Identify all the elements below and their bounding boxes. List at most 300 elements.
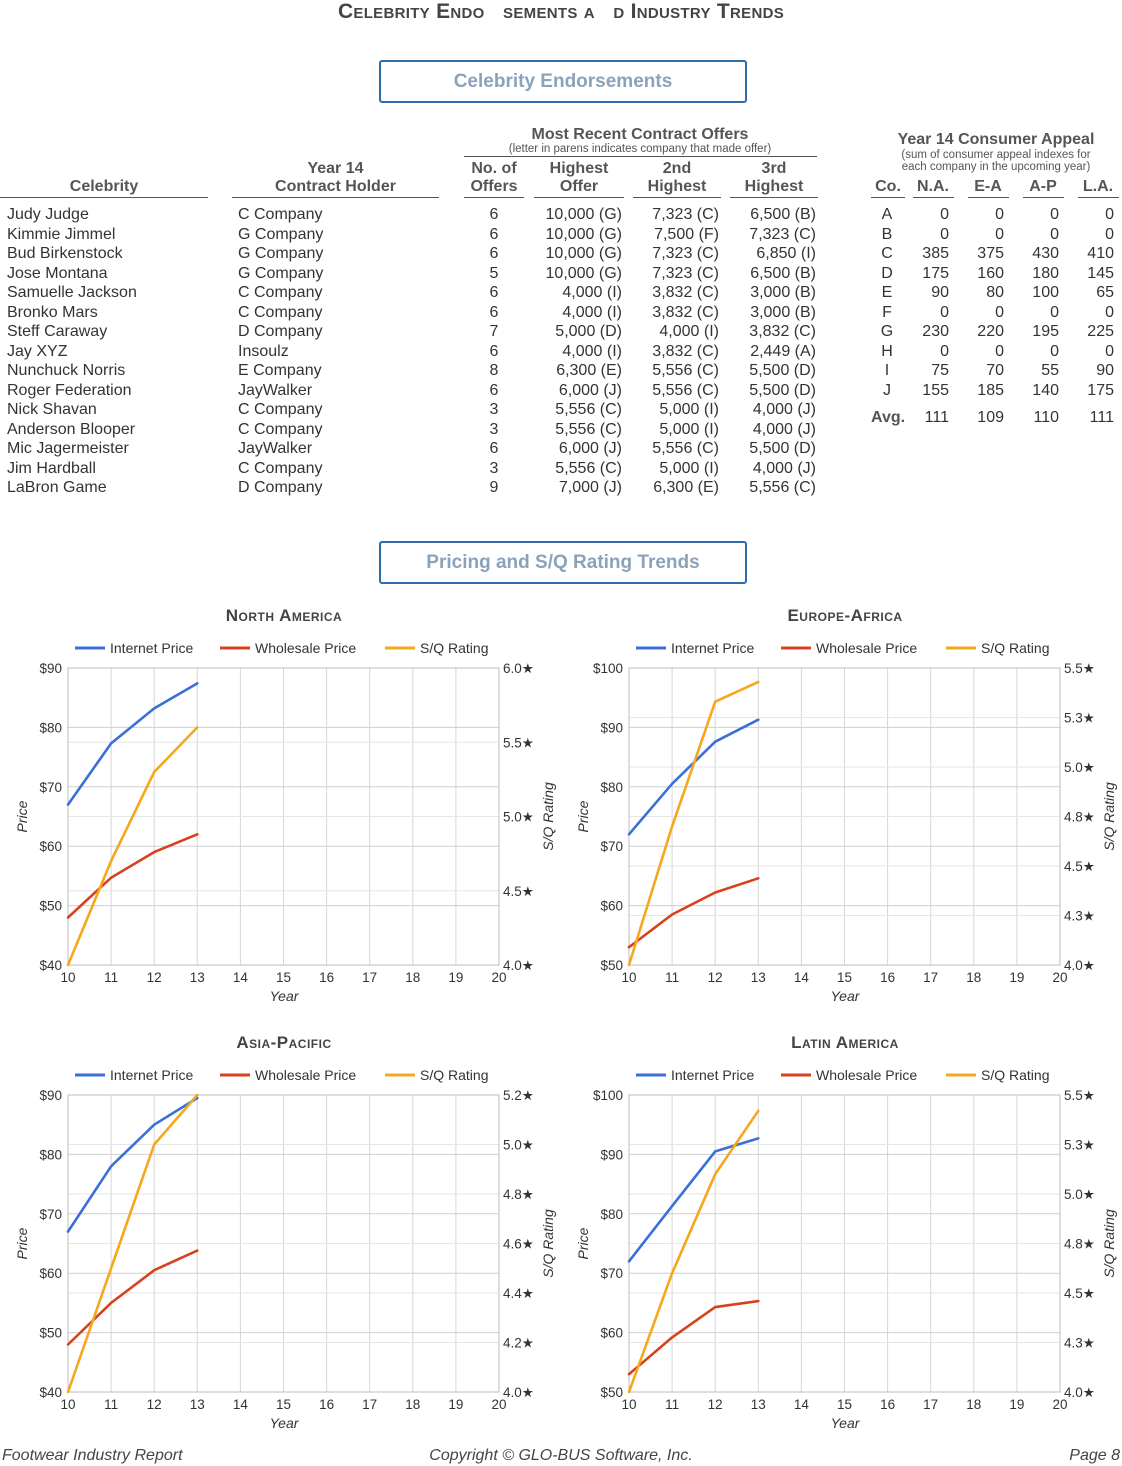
chart-europe-africa <box>561 600 1122 1010</box>
y-tick-label: $50 <box>600 958 623 973</box>
celebrity-name: Bud Birkenstock <box>7 245 123 262</box>
x-tick-label: 13 <box>750 970 766 985</box>
celebrity-row <box>0 439 830 459</box>
appeal-value: 0 <box>1105 303 1114 321</box>
x-tick-label: 14 <box>232 970 248 985</box>
second-highest-offer: 5,556 (C) <box>652 362 719 379</box>
second-highest-offer: 5,556 (C) <box>652 440 719 457</box>
x-tick-label: 16 <box>880 970 896 985</box>
y2-tick-label: 5.2★ <box>503 1088 534 1103</box>
appeal-col-company: Co. <box>875 178 901 195</box>
chart-grid <box>68 1095 499 1392</box>
contract-holder: C Company <box>238 401 323 418</box>
celebrity-row <box>0 459 830 479</box>
y-tick-label: $60 <box>39 1266 62 1282</box>
x-tick-label: 17 <box>362 1397 378 1412</box>
third-highest-offer: 6,500 (B) <box>750 206 816 223</box>
celebrity-name: Nick Shavan <box>7 401 97 418</box>
y-tick-label: $90 <box>600 720 623 736</box>
offer-count: 6 <box>489 206 499 223</box>
footer-copyright: Copyright © GLO-BUS Software, Inc. <box>429 1447 693 1464</box>
x-tick-label: 15 <box>275 970 292 985</box>
appeal-average-row <box>0 408 1122 428</box>
appeal-value: 0 <box>1050 342 1059 360</box>
appeal-value: 0 <box>995 206 1004 223</box>
highest-offer: 10,000 (G) <box>545 206 622 223</box>
offer-count: 9 <box>489 479 499 496</box>
y2-tick-label: 4.8★ <box>503 1187 534 1202</box>
second-highest-offer: 5,556 (C) <box>652 381 719 399</box>
appeal-value: 0 <box>1105 225 1114 243</box>
offer-count: 3 <box>489 420 499 438</box>
col-header-holder-line2: Contract Holder <box>275 178 396 195</box>
y2-tick-label: 4.0★ <box>1064 958 1095 973</box>
x-tick-label: 15 <box>836 970 853 985</box>
legend-label-sq: S/Q Rating <box>420 1067 489 1083</box>
y2-tick-label: 5.0★ <box>503 809 534 825</box>
appeal-header-rule <box>871 197 905 198</box>
celebrity-name: LaBron Game <box>7 479 107 496</box>
legend-label-sq: S/Q Rating <box>420 640 489 656</box>
x-tick-label: 11 <box>104 970 119 985</box>
rule-holder <box>232 197 439 198</box>
y2-tick-label: 4.3★ <box>1064 1335 1095 1351</box>
y-tick-label: $100 <box>592 661 623 676</box>
y2-tick-label: 4.0★ <box>503 1385 534 1400</box>
contract-holder: G Company <box>238 225 324 243</box>
appeal-value: 180 <box>1032 264 1059 282</box>
offer-count: 7 <box>489 323 499 340</box>
series-sq-rating <box>629 1111 758 1392</box>
y-tick-label: $80 <box>600 779 623 795</box>
highest-offer: 7,000 (J) <box>558 479 622 496</box>
y-tick-label: $50 <box>39 898 62 914</box>
y2-tick-label: 5.0★ <box>1064 760 1095 775</box>
offer-count: 3 <box>489 459 499 477</box>
third-highest-offer: 4,000 (J) <box>752 420 816 438</box>
appeal-value: 0 <box>940 303 949 321</box>
legend-label-internet: Internet Price <box>671 640 755 656</box>
appeal-value: 175 <box>922 264 949 282</box>
y2-tick-label: 4.5★ <box>1064 1286 1095 1301</box>
celebrity-name: Mic Jagermeister <box>7 440 129 457</box>
appeal-value: 225 <box>1087 323 1114 340</box>
appeal-value: 75 <box>931 362 949 379</box>
x-tick-label: 16 <box>880 1397 896 1412</box>
y-tick-label: $70 <box>600 839 623 855</box>
col-header-third-line2: Highest <box>744 178 804 195</box>
x-tick-label: 19 <box>1009 970 1025 985</box>
x-tick-label: 16 <box>319 970 335 985</box>
x-tick-label: 15 <box>836 1397 853 1412</box>
appeal-value: 0 <box>995 342 1004 360</box>
appeal-value: 185 <box>977 381 1004 399</box>
celebrity-name: Judy Judge <box>7 206 89 223</box>
contract-holder: Insoulz <box>238 342 289 360</box>
y2-tick-label: 4.5★ <box>503 883 534 899</box>
third-highest-offer: 5,500 (D) <box>749 362 816 379</box>
footer-report-name: Footwear Industry Report <box>2 1447 183 1464</box>
offer-count: 6 <box>489 342 499 360</box>
contract-holder: JayWalker <box>238 381 313 399</box>
chart-title: Latin America <box>791 1033 899 1052</box>
appeal-row <box>0 322 1122 342</box>
appeal-company: B <box>881 225 893 243</box>
appeal-title: Year 14 Consumer Appeal <box>897 131 1095 148</box>
appeal-value: 410 <box>1087 245 1114 262</box>
y2-tick-label: 6.0★ <box>503 661 534 676</box>
footer-page-number: Page 8 <box>1069 1447 1120 1464</box>
x-tick-label: 10 <box>621 1397 637 1412</box>
offer-count: 5 <box>489 264 499 282</box>
rule-celebrity <box>0 197 208 198</box>
offers-group-title: Most Recent Contract Offers <box>531 126 749 143</box>
highest-offer: 5,556 (C) <box>555 459 622 477</box>
appeal-company: J <box>883 381 891 399</box>
x-tick-label: 13 <box>189 1397 205 1412</box>
y2-tick-label: 5.5★ <box>503 735 534 751</box>
contract-holder: G Company <box>238 245 324 262</box>
x-tick-label: 17 <box>923 970 939 985</box>
x-tick-label: 10 <box>60 1397 76 1412</box>
series-wholesale-price <box>68 1251 197 1345</box>
y2-tick-label: 4.4★ <box>503 1286 534 1301</box>
appeal-row <box>0 283 1122 303</box>
page-title: Celebrity Endo sements a d Industry Trends <box>337 0 785 23</box>
x-tick-label: 20 <box>1052 1397 1068 1412</box>
contract-holder: C Company <box>238 206 323 223</box>
appeal-header-rule <box>1023 197 1064 198</box>
x-axis-label: Year <box>269 988 299 1004</box>
celebrity-name: Kimmie Jimmel <box>7 225 116 243</box>
y2-tick-label: 4.3★ <box>1064 908 1095 924</box>
x-tick-label: 20 <box>1052 970 1068 985</box>
third-highest-offer: 5,500 (D) <box>749 381 816 399</box>
chart-title: North America <box>225 606 343 625</box>
y-tick-label: $60 <box>600 1325 623 1341</box>
third-highest-offer: 5,500 (D) <box>749 440 816 457</box>
highest-offer: 5,000 (D) <box>555 323 622 340</box>
section-title-pricing-trends: Pricing and S/Q Rating Trends <box>379 541 747 584</box>
x-tick-label: 13 <box>750 1397 766 1412</box>
section-title-celebrity-endorsements: Celebrity Endorsements <box>379 60 747 103</box>
contract-holder: C Company <box>238 284 323 301</box>
appeal-company: A <box>881 206 893 223</box>
y-tick-label: $70 <box>39 779 62 795</box>
celebrity-name: Bronko Mars <box>7 303 98 321</box>
appeal-value: 90 <box>931 284 949 301</box>
highest-offer: 5,556 (C) <box>555 420 622 438</box>
y-axis-label: Price <box>575 800 591 833</box>
appeal-row <box>0 381 1122 401</box>
rule-highest <box>534 197 624 198</box>
y-tick-label: $50 <box>39 1325 62 1341</box>
x-tick-label: 18 <box>405 970 421 985</box>
x-tick-label: 18 <box>966 970 982 985</box>
appeal-value: 155 <box>922 381 949 399</box>
x-tick-label: 12 <box>146 970 162 985</box>
appeal-col-ap: A-P <box>1029 178 1057 195</box>
x-tick-label: 11 <box>665 970 680 985</box>
appeal-col-la: L.A. <box>1082 178 1114 195</box>
appeal-col-na: N.A. <box>917 178 949 195</box>
third-highest-offer: 3,000 (B) <box>750 284 816 301</box>
col-header-celebrity: Celebrity <box>69 178 139 195</box>
x-tick-label: 18 <box>405 1397 421 1412</box>
legend-label-wholesale: Wholesale Price <box>255 640 357 656</box>
y-axis-label: Price <box>14 800 30 833</box>
x-tick-label: 13 <box>189 970 205 985</box>
appeal-value: 0 <box>995 303 1004 321</box>
x-tick-label: 19 <box>1009 1397 1025 1412</box>
highest-offer: 4,000 (I) <box>562 303 622 321</box>
appeal-value: 375 <box>977 245 1004 262</box>
appeal-header-rule <box>1078 197 1119 198</box>
x-tick-label: 17 <box>923 1397 939 1412</box>
chart-grid <box>629 668 1060 965</box>
x-tick-label: 11 <box>665 1397 680 1412</box>
series-sq-rating <box>629 682 758 965</box>
third-highest-offer: 5,556 (C) <box>749 479 816 496</box>
y-tick-label: $80 <box>600 1206 623 1222</box>
appeal-company: G <box>880 323 894 340</box>
appeal-value: 0 <box>940 206 949 223</box>
chart-title: Europe-Africa <box>787 606 903 625</box>
second-highest-offer: 3,832 (C) <box>652 284 719 301</box>
appeal-value: 0 <box>1050 225 1059 243</box>
legend-label-internet: Internet Price <box>110 640 194 656</box>
col-header-offers-line1: No. of <box>471 160 517 177</box>
y-tick-label: $40 <box>39 958 62 973</box>
y2-tick-label: 4.0★ <box>503 958 534 973</box>
y-tick-label: $80 <box>39 1147 62 1163</box>
offer-count: 6 <box>489 225 499 243</box>
offer-count: 6 <box>489 245 499 262</box>
highest-offer: 4,000 (I) <box>562 342 622 360</box>
x-tick-label: 14 <box>793 970 809 985</box>
contract-holder: C Company <box>238 459 323 477</box>
appeal-value: 0 <box>940 342 949 360</box>
y-tick-label: $70 <box>39 1206 62 1222</box>
appeal-value: 100 <box>1032 284 1059 301</box>
x-tick-label: 17 <box>362 970 378 985</box>
y-tick-label: $90 <box>600 1147 623 1163</box>
second-highest-offer: 7,323 (C) <box>652 245 719 262</box>
contract-holder: C Company <box>238 420 323 438</box>
appeal-value: 0 <box>1050 303 1059 321</box>
offer-count: 8 <box>489 362 499 379</box>
second-highest-offer: 3,832 (C) <box>652 342 719 360</box>
appeal-value: 0 <box>940 225 949 243</box>
offer-count: 6 <box>489 440 499 457</box>
second-highest-offer: 3,832 (C) <box>652 303 719 321</box>
appeal-row <box>0 264 1122 284</box>
celebrity-name: Samuelle Jackson <box>7 284 137 301</box>
highest-offer: 6,300 (E) <box>556 362 622 379</box>
y-axis-label: Price <box>14 1227 30 1260</box>
second-highest-offer: 7,323 (C) <box>652 206 719 223</box>
x-tick-label: 12 <box>146 1397 162 1412</box>
y2-axis-label: S/Q Rating <box>540 782 556 851</box>
appeal-value: 90 <box>1096 362 1114 379</box>
offer-count: 6 <box>489 303 499 321</box>
celebrity-name: Steff Caraway <box>7 323 108 340</box>
second-highest-offer: 5,000 (I) <box>659 459 719 477</box>
appeal-subtitle-line1: (sum of consumer appeal indexes for <box>901 149 1091 161</box>
second-highest-offer: 6,300 (E) <box>653 479 719 496</box>
appeal-subtitle-line2: each company in the upcoming year) <box>901 161 1091 173</box>
x-tick-label: 18 <box>966 1397 982 1412</box>
appeal-avg-value: 110 <box>1033 409 1059 426</box>
legend-label-internet: Internet Price <box>110 1067 194 1083</box>
appeal-company: E <box>881 284 893 301</box>
x-tick-label: 12 <box>707 1397 723 1412</box>
appeal-value: 80 <box>986 284 1004 301</box>
series-wholesale-price <box>629 878 758 947</box>
appeal-header-rule <box>968 197 1009 198</box>
second-highest-offer: 5,000 (I) <box>659 401 719 418</box>
appeal-value: 175 <box>1087 381 1114 399</box>
y-tick-label: $40 <box>39 1385 62 1400</box>
y-tick-label: $100 <box>592 1088 623 1103</box>
y2-axis-label: S/Q Rating <box>1101 782 1117 851</box>
y2-tick-label: 5.5★ <box>1064 661 1095 676</box>
x-tick-label: 14 <box>232 1397 248 1412</box>
appeal-value: 55 <box>1041 362 1059 379</box>
appeal-company: D <box>881 264 893 282</box>
appeal-row <box>0 205 1122 225</box>
contract-holder: JayWalker <box>238 440 313 457</box>
highest-offer: 4,000 (I) <box>562 284 622 301</box>
col-header-second-line2: Highest <box>647 178 707 195</box>
x-tick-label: 10 <box>60 970 76 985</box>
third-highest-offer: 3,832 (C) <box>749 323 816 340</box>
legend-label-sq: S/Q Rating <box>981 1067 1050 1083</box>
celebrity-name: Jose Montana <box>7 264 108 282</box>
x-tick-label: 19 <box>448 1397 464 1412</box>
appeal-value: 70 <box>986 362 1004 379</box>
celebrity-name: Roger Federation <box>7 381 132 399</box>
offers-group-subtitle: (letter in parens indicates company that made offer) <box>508 143 772 155</box>
series-internet-price <box>629 720 758 835</box>
appeal-value: 195 <box>1032 323 1059 340</box>
y2-tick-label: 5.3★ <box>1064 710 1095 726</box>
y2-tick-label: 5.5★ <box>1064 1088 1095 1103</box>
appeal-row <box>0 303 1122 323</box>
appeal-value: 160 <box>977 264 1004 282</box>
col-header-holder-line1: Year 14 <box>307 160 364 177</box>
third-highest-offer: 6,500 (B) <box>750 264 816 282</box>
appeal-row <box>0 361 1122 381</box>
offer-count: 6 <box>489 381 499 399</box>
highest-offer: 6,000 (J) <box>558 381 622 399</box>
third-highest-offer: 4,000 (J) <box>752 459 816 477</box>
appeal-header-rule <box>913 197 954 198</box>
y2-tick-label: 4.8★ <box>1064 809 1095 825</box>
x-tick-label: 14 <box>793 1397 809 1412</box>
legend-label-sq: S/Q Rating <box>981 640 1050 656</box>
highest-offer: 10,000 (G) <box>545 245 622 262</box>
appeal-value: 65 <box>1096 284 1114 301</box>
y2-tick-label: 5.0★ <box>1064 1187 1095 1202</box>
series-internet-price <box>629 1138 758 1261</box>
chart-title: Asia-Pacific <box>236 1033 332 1052</box>
offer-count: 3 <box>489 401 499 418</box>
appeal-row <box>0 342 1122 362</box>
rule-third <box>730 197 818 198</box>
chart-latin-america <box>561 1027 1122 1437</box>
x-axis-label: Year <box>269 1415 299 1431</box>
highest-offer: 10,000 (G) <box>545 225 622 243</box>
appeal-value: 385 <box>922 245 949 262</box>
third-highest-offer: 3,000 (B) <box>750 303 816 321</box>
x-tick-label: 16 <box>319 1397 335 1412</box>
celebrity-row <box>0 478 830 498</box>
x-axis-label: Year <box>830 988 860 1004</box>
third-highest-offer: 6,850 (I) <box>756 245 816 262</box>
legend-label-wholesale: Wholesale Price <box>816 1067 918 1083</box>
x-tick-label: 12 <box>707 970 723 985</box>
celebrity-name: Nunchuck Norris <box>7 362 126 379</box>
appeal-company: C <box>881 245 893 262</box>
second-highest-offer: 5,000 (I) <box>659 420 719 438</box>
rule-second <box>633 197 721 198</box>
y2-tick-label: 4.6★ <box>503 1236 534 1252</box>
appeal-value: 430 <box>1032 245 1059 262</box>
y-tick-label: $90 <box>39 1088 62 1103</box>
y2-axis-label: S/Q Rating <box>1101 1209 1117 1278</box>
col-header-offers-line2: Offers <box>470 178 518 195</box>
col-header-third-line1: 3rd <box>761 160 787 177</box>
chart-grid <box>629 1095 1060 1392</box>
third-highest-offer: 7,323 (C) <box>749 225 816 243</box>
highest-offer: 5,556 (C) <box>555 401 622 418</box>
offer-count: 6 <box>489 284 499 301</box>
y-tick-label: $70 <box>600 1266 623 1282</box>
second-highest-offer: 4,000 (I) <box>659 323 719 340</box>
chart-asia-pacific <box>0 1027 561 1437</box>
y2-tick-label: 4.5★ <box>1064 859 1095 874</box>
y2-tick-label: 4.2★ <box>503 1335 534 1351</box>
y-tick-label: $60 <box>600 898 623 914</box>
x-tick-label: 19 <box>448 970 464 985</box>
offers-group-rule <box>464 156 817 157</box>
celebrity-name: Jay XYZ <box>7 342 68 360</box>
third-highest-offer: 4,000 (J) <box>752 401 816 418</box>
y2-tick-label: 5.3★ <box>1064 1137 1095 1153</box>
appeal-value: 145 <box>1087 264 1114 282</box>
second-highest-offer: 7,500 (F) <box>654 225 719 243</box>
x-tick-label: 15 <box>275 1397 292 1412</box>
appeal-company: I <box>884 362 890 379</box>
y2-tick-label: 4.8★ <box>1064 1236 1095 1252</box>
legend-label-wholesale: Wholesale Price <box>816 640 918 656</box>
contract-holder: E Company <box>238 362 322 379</box>
second-highest-offer: 7,323 (C) <box>652 264 719 282</box>
appeal-avg-label: Avg. <box>871 409 906 426</box>
series-wholesale-price <box>68 834 197 917</box>
x-tick-label: 10 <box>621 970 637 985</box>
third-highest-offer: 2,449 (A) <box>750 342 816 360</box>
appeal-value: 0 <box>995 225 1004 243</box>
y2-tick-label: 4.0★ <box>1064 1385 1095 1400</box>
col-header-second-line1: 2nd <box>662 160 692 177</box>
y2-axis-label: S/Q Rating <box>540 1209 556 1278</box>
appeal-company: H <box>881 342 893 360</box>
col-header-highest-line2: Offer <box>559 178 599 195</box>
appeal-col-ea: E-A <box>974 178 1002 195</box>
appeal-avg-value: 111 <box>924 409 949 426</box>
